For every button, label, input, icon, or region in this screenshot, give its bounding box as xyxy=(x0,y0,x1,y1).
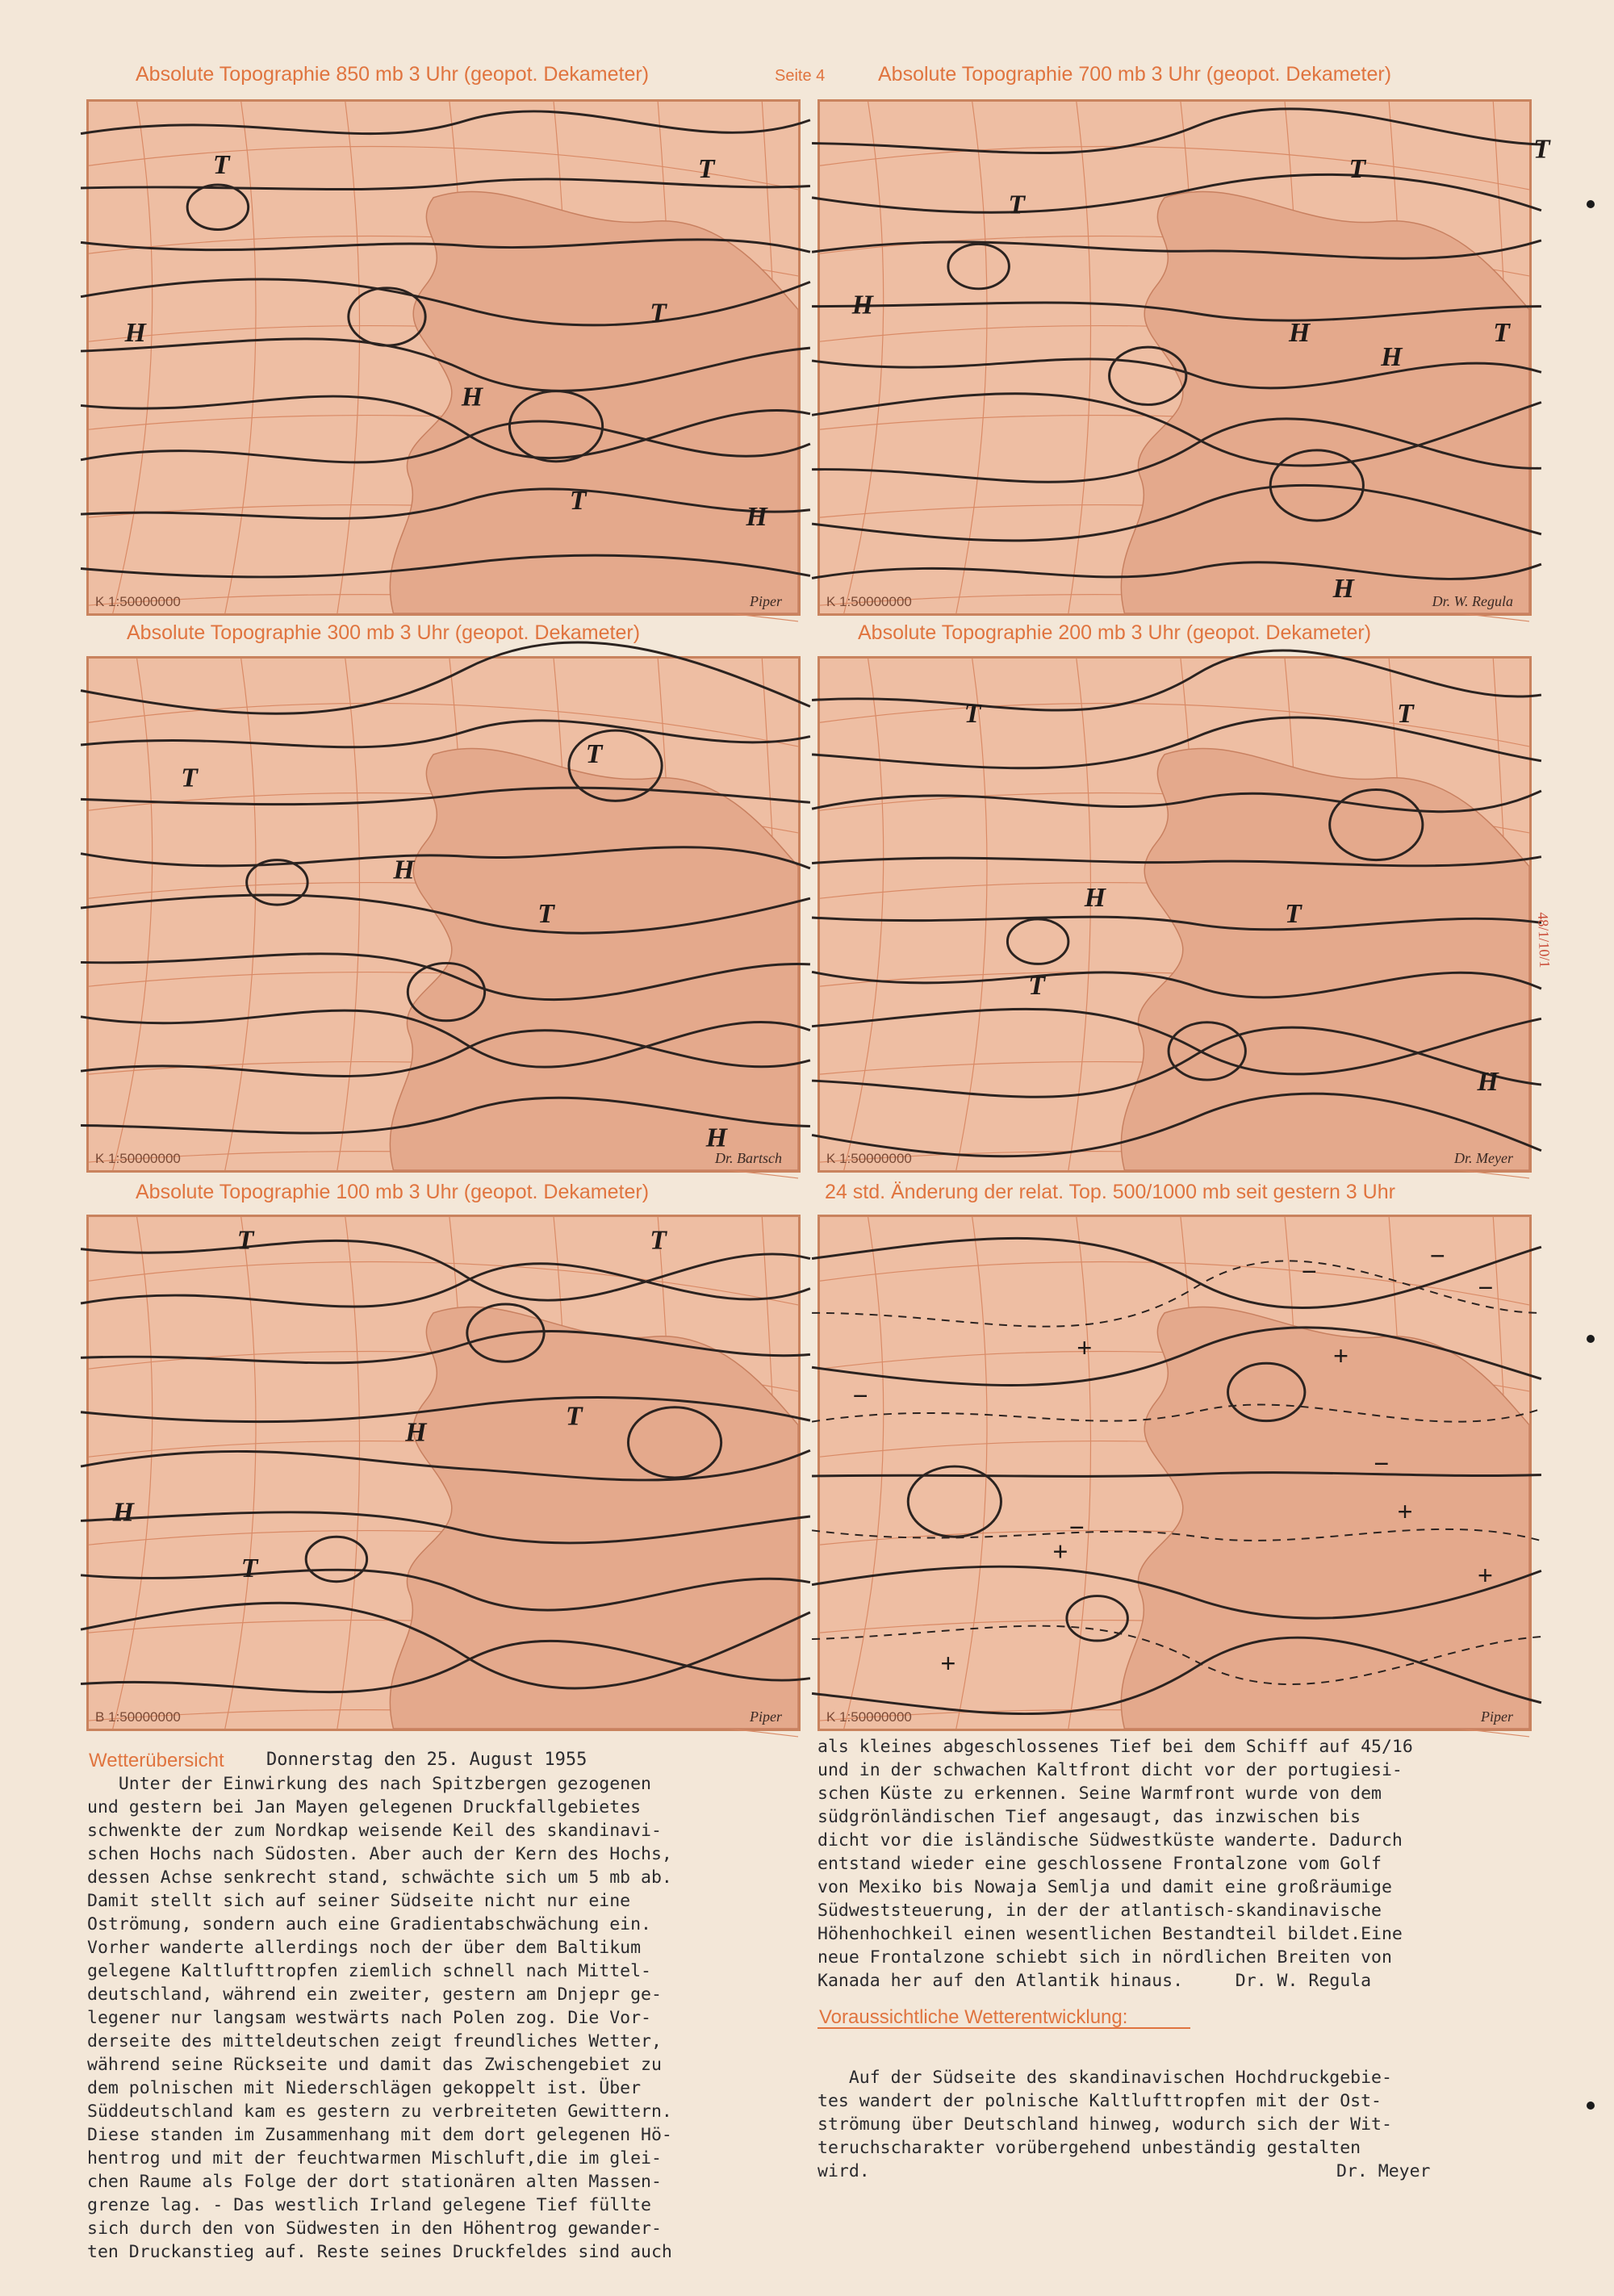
text-line: strömung über Deutschland hinweg, wodurch sich der Wit- xyxy=(817,2114,1392,2135)
land-mass xyxy=(1121,748,1529,1170)
binder-hole xyxy=(1587,2102,1595,2110)
fall-symbol: − xyxy=(851,1381,869,1411)
rise-symbol: + xyxy=(1332,1341,1348,1372)
text-line: chen Raume als Folge der dort stationären alten Massen- xyxy=(87,2172,662,2192)
text-line: Diese standen im Zusammenhang mit dem dort gelegenen Hö- xyxy=(87,2125,672,2145)
text-line: sich durch den von Südwesten in den Höhentrog gewander- xyxy=(87,2219,662,2239)
meridian-line xyxy=(844,1217,884,1729)
fall-symbol: − xyxy=(1300,1257,1318,1288)
meridian-line xyxy=(225,1217,256,1729)
rise-symbol: + xyxy=(1076,1333,1093,1364)
page-number: Seite 4 xyxy=(775,67,826,85)
low-pressure-symbol: T xyxy=(650,1225,667,1256)
high-pressure-symbol: H xyxy=(851,290,873,320)
high-pressure-symbol: H xyxy=(461,382,483,412)
text-line: legener nur langsam westwärts nach Polen zog. Die Vor- xyxy=(87,2008,651,2028)
meridian-line xyxy=(956,102,987,613)
text-line: und gestern bei Jan Mayen gelegenen Druckfallgebietes xyxy=(87,1797,642,1817)
meridian-line xyxy=(113,1217,153,1729)
low-pressure-symbol: T xyxy=(240,1553,258,1583)
map-signature: Dr. Meyer xyxy=(1454,1150,1513,1166)
map-200mb xyxy=(817,656,1532,1173)
high-pressure-symbol: H xyxy=(746,502,767,533)
map-change-500-1000 xyxy=(817,1215,1532,1731)
text-line: wird. xyxy=(817,2161,870,2181)
low-pressure-symbol: T xyxy=(585,738,603,769)
map-title-700: Absolute Topographie 700 mb 3 Uhr (geopot. Dekameter) xyxy=(878,63,1392,86)
text-line: hentrog und mit der feuchtwarmen Mischluft,die im glei- xyxy=(87,2148,662,2168)
low-pressure-symbol: T xyxy=(537,898,554,929)
low-pressure-symbol: T xyxy=(181,763,198,793)
high-pressure-symbol: H xyxy=(393,855,415,885)
fall-symbol: − xyxy=(1373,1449,1390,1479)
meridian-line xyxy=(113,659,153,1170)
isohypse-line xyxy=(812,109,1541,153)
high-pressure-symbol: H xyxy=(1332,574,1354,604)
isohypse-drawing xyxy=(820,659,1529,1170)
text-line: Kanada her auf den Atlantik hinaus. Dr. W. Regula xyxy=(817,1971,1372,1991)
fall-symbol: − xyxy=(1477,1273,1494,1304)
closed-isohypse xyxy=(908,1466,1001,1537)
parallel-line xyxy=(820,146,1529,189)
closed-isohypse xyxy=(306,1537,366,1581)
text-line: während seine Rückseite und damit das Zwischengebiet zu xyxy=(87,2055,662,2075)
map-title-100: Absolute Topographie 100 mb 3 Uhr (geopot. Dekameter) xyxy=(136,1181,650,1203)
map-scale: K 1:50000000 xyxy=(95,1151,181,1166)
summary-date-line: Donnerstag den 25. August 1955 xyxy=(266,1750,587,1770)
text-line: Höhenhochkeil einen wesentlichen Bestandteil bildet.Eine xyxy=(817,1924,1403,1944)
text-line: dem polnischen mit Niederschlägen gekoppelt ist. Über xyxy=(87,2078,642,2098)
low-pressure-symbol: T xyxy=(697,154,715,185)
margin-note: 48/1/10/1 xyxy=(1535,912,1553,968)
binder-hole xyxy=(1587,200,1595,208)
map-signature: Piper xyxy=(1481,1708,1513,1725)
closed-isohypse xyxy=(1007,919,1068,964)
low-pressure-symbol: T xyxy=(650,298,667,328)
meridian-line xyxy=(844,659,884,1170)
summary-left-column xyxy=(87,1772,672,2264)
meridian-line xyxy=(337,102,360,613)
map-signature: Piper xyxy=(750,593,782,609)
isohypse-line xyxy=(81,721,810,747)
text-line: derseite des mitteldeutschen zeigt freundliches Wetter, xyxy=(87,2031,662,2051)
map-scale: K 1:50000000 xyxy=(826,594,912,609)
text-line: grenze lag. - Das westlich Irland gelegene Tief füllte xyxy=(87,2195,651,2215)
map-850mb xyxy=(86,99,801,616)
closed-isohypse xyxy=(948,244,1009,288)
forecast-signature: Dr. Meyer xyxy=(1336,2161,1431,2181)
map-signature: Dr. Bartsch xyxy=(714,1150,782,1166)
map-title-change: 24 std. Änderung der relat. Top. 500/1000 mb seit gestern 3 Uhr xyxy=(825,1181,1395,1203)
forecast-heading-underline xyxy=(817,2027,1190,2029)
isohypse-drawing xyxy=(89,659,798,1170)
forecast-heading: Voraussichtliche Wetterentwicklung: xyxy=(819,2006,1128,2028)
text-line: schen Hochs nach Südosten. Aber auch der Kern des Hochs, xyxy=(87,1844,672,1864)
fall-symbol: − xyxy=(1068,1513,1085,1544)
low-pressure-symbol: T xyxy=(1008,190,1026,220)
parallel-line xyxy=(820,703,1529,746)
isohypse-drawing xyxy=(820,1217,1529,1729)
low-pressure-symbol: T xyxy=(1493,318,1510,349)
map-scale: B 1:50000000 xyxy=(95,1709,181,1725)
text-line: entstand wieder eine geschlossene Frontalzone vom Golf xyxy=(817,1854,1382,1874)
text-line: schwenkte der zum Nordkap weisende Keil des skandinavi- xyxy=(87,1821,662,1841)
map-100mb xyxy=(86,1215,801,1731)
rise-symbol: + xyxy=(1477,1561,1493,1591)
rise-symbol: + xyxy=(939,1649,956,1679)
summary-heading: Wetterübersicht xyxy=(89,1750,224,1771)
text-line: und in der schwachen Kaltfront dicht vor der portugiesi- xyxy=(817,1760,1403,1780)
land-mass xyxy=(390,1307,798,1729)
text-line: dicht vor die isländische Südwestküste wanderte. Dadurch xyxy=(817,1830,1403,1851)
isohypse-drawing xyxy=(820,102,1550,613)
meridian-line xyxy=(1068,1217,1091,1729)
text-line: Damit stellt sich auf seiner Südseite nicht nur eine xyxy=(87,1891,631,1911)
high-pressure-symbol: H xyxy=(405,1417,427,1448)
meridian-line xyxy=(337,659,360,1170)
text-line: Vorher wanderte allerdings noch der über dem Baltikum xyxy=(87,1938,642,1958)
text-line: Süddeutschland kam es gestern zu verbreiteten Gewittern. xyxy=(87,2102,672,2122)
parallel-line xyxy=(89,146,798,189)
low-pressure-symbol: T xyxy=(1285,898,1302,929)
meridian-line xyxy=(225,659,256,1170)
text-line: schen Küste zu erkennen. Seine Warmfront wurde von dem xyxy=(817,1784,1382,1804)
text-line: tes wandert der polnische Kaltlufttropfen mit der Ost- xyxy=(817,2091,1382,2111)
low-pressure-symbol: T xyxy=(569,486,587,516)
text-line: neue Frontalzone schiebt sich in nördlichen Breiten von xyxy=(817,1947,1392,1968)
land-mass xyxy=(390,748,798,1170)
map-title-850: Absolute Topographie 850 mb 3 Uhr (geopot. Dekameter) xyxy=(136,63,650,86)
map-700mb xyxy=(817,99,1550,616)
text-line: von Mexiko bis Nowaja Semlja und damit eine großräumige xyxy=(817,1877,1392,1897)
summary-right-column xyxy=(817,1735,1413,1993)
isohypse-line xyxy=(81,642,810,713)
rise-symbol: + xyxy=(1052,1537,1068,1567)
map-signature: Piper xyxy=(750,1708,782,1725)
meridian-line xyxy=(337,1217,360,1729)
map-scale: K 1:50000000 xyxy=(826,1709,912,1725)
map-title-200: Absolute Topographie 200 mb 3 Uhr (geopot. Dekameter) xyxy=(858,621,1372,644)
low-pressure-symbol: T xyxy=(565,1401,583,1432)
high-pressure-symbol: H xyxy=(1289,318,1311,349)
isohypse-line xyxy=(812,650,1541,710)
high-pressure-symbol: H xyxy=(1381,341,1403,372)
text-line: Oströmung, sondern auch eine Gradientabschwächung ein. xyxy=(87,1914,651,1934)
high-pressure-symbol: H xyxy=(705,1123,728,1153)
text-line: dessen Achse senkrecht stand, schwächte sich um 5 mb ab. xyxy=(87,1867,672,1888)
low-pressure-symbol: T xyxy=(236,1225,254,1256)
high-pressure-symbol: H xyxy=(124,318,146,349)
low-pressure-symbol: T xyxy=(964,699,981,730)
isohypse-drawing xyxy=(89,1217,798,1729)
isohypse-drawing xyxy=(89,102,798,613)
text-line: als kleines abgeschlossenes Tief bei dem Schiff auf 45/16 xyxy=(817,1737,1413,1757)
low-pressure-symbol: T xyxy=(1397,699,1414,730)
text-line: deutschland, während ein zweiter, gestern am Dnjepr ge- xyxy=(87,1984,662,2005)
text-line: Unter der Einwirkung des nach Spitzbergen gezogenen xyxy=(87,1774,651,1794)
rise-symbol: + xyxy=(1397,1497,1413,1528)
text-line: ten Druckanstieg auf. Reste seines Druckfeldes sind auch xyxy=(87,2242,672,2262)
meridian-line xyxy=(844,102,884,613)
high-pressure-symbol: H xyxy=(1084,883,1106,914)
low-pressure-symbol: T xyxy=(1028,971,1045,1002)
fall-symbol: − xyxy=(1428,1241,1446,1272)
text-line: Südweststeuerung, in der der atlantisch-skandinavische xyxy=(817,1901,1382,1921)
text-line: südgrönländischen Tief angesaugt, das inzwischen bis xyxy=(817,1807,1361,1827)
text-line: Auf der Südseite des skandinavischen Hochdruckgebie- xyxy=(817,2068,1392,2088)
closed-isohypse xyxy=(187,185,248,229)
forecast-text xyxy=(817,2066,1392,2183)
map-title-300: Absolute Topographie 300 mb 3 Uhr (geopot. Dekameter) xyxy=(127,621,641,644)
binder-hole xyxy=(1587,1335,1595,1343)
low-pressure-symbol: T xyxy=(1532,134,1550,165)
closed-isohypse xyxy=(1110,347,1186,404)
map-300mb xyxy=(86,656,801,1173)
low-pressure-symbol: T xyxy=(212,150,230,181)
high-pressure-symbol: H xyxy=(112,1497,135,1528)
land-mass xyxy=(390,191,798,613)
isohypse-line xyxy=(81,111,810,134)
map-scale: K 1:50000000 xyxy=(95,594,181,609)
closed-isohypse xyxy=(1067,1596,1127,1641)
land-mass xyxy=(1121,1307,1529,1729)
text-line: gelegene Kaltlufttropfen ziemlich schnell nach Mittel- xyxy=(87,1961,651,1981)
map-scale: K 1:50000000 xyxy=(826,1151,912,1166)
text-line: teruchscharakter vorübergehend unbeständig gestalten xyxy=(817,2138,1361,2158)
high-pressure-symbol: H xyxy=(1477,1066,1499,1097)
map-signature: Dr. W. Regula xyxy=(1432,593,1513,609)
meridian-line xyxy=(113,102,153,613)
low-pressure-symbol: T xyxy=(1348,154,1366,185)
